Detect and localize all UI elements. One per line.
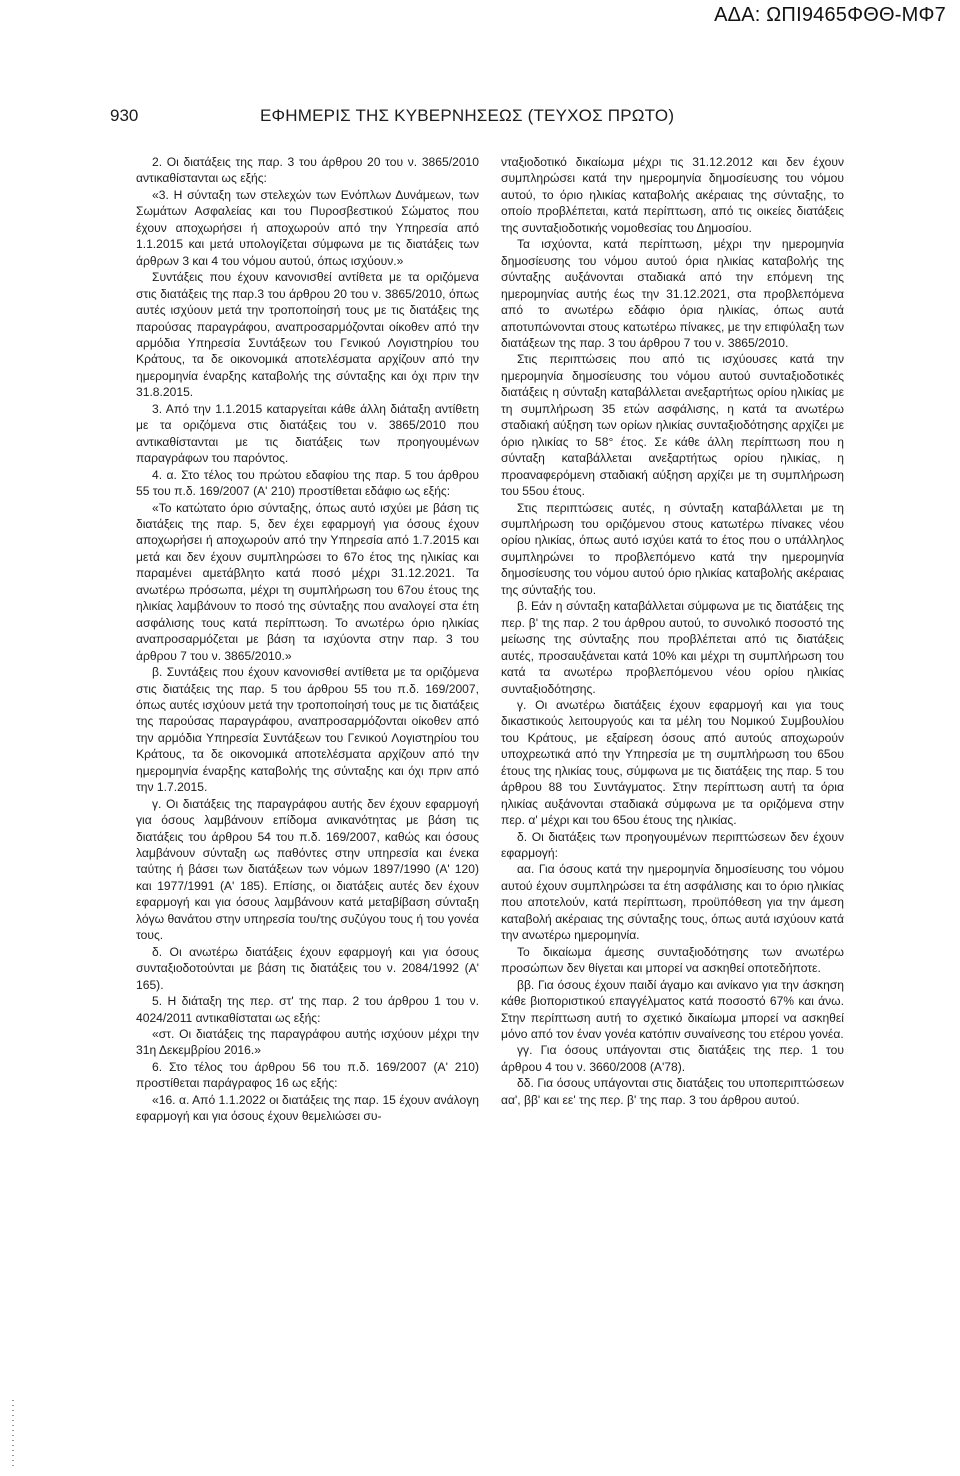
paragraph: 5. Η διάταξη της περ. στ' της παρ. 2 του άρθρου 1 του ν. 4024/2011 αντικαθίσταται ως εξής: [136,994,479,1025]
right-column [501,154,844,1125]
paragraph: «στ. Οι διατάξεις της παραγράφου αυτής ισχύουν μέχρι την 31η Δεκεμβρίου 2016.» [136,1027,479,1058]
paragraph: 6. Στο τέλος του άρθρου 56 του π.δ. 169/2007 (Α' 210) προστίθεται παράγραφος 16 ως εξής: [136,1059,479,1091]
paragraph: δ. Οι ανωτέρω διατάξεις έχουν εφαρμογή και για όσους συνταξιοδοτούνται με βάση τις διατάξεις του ν. 2084/1992 (Α' 165). [136,944,479,992]
paragraph: νταξιοδοτικό δικαίωμα μέχρι τις 31.12.2012 και δεν έχουν συμπληρώσει κατά την ημερομηνία δημοσίευσης του νόμου αυτού, το όριο ηλικίας καταβολής ακέραιας της σύνταξης, το οποίο προβλέπεται, κατά περίπτωση, από τις οικείες διατάξεις της συνταξιοδοτικής νομοθεσίας του Δημοσίου. [501,155,844,235]
paragraph: 2. Οι διατάξεις της παρ. 3 του άρθρου 20 του ν. 3865/2010 αντικαθίστανται ως εξής: [136,155,479,186]
paragraph: Συντάξεις που έχουν κανονισθεί αντίθετα με τα οριζόμενα στις διατάξεις της παρ.3 του άρθρου 20 του ν. 3865/2010, όπως αυτές ισχύουν μετά την τροποποίησή τους με τις διατάξεις της παρούσας παραγράφου, αναπροσαρμόζονται οίκοθεν από την αρμόδια Υπηρεσία Συντάξεων του Γενικού Λογιστηρίου του Κράτους, τα δε οικονομικά αποτελέσματα αρχίζουν από την ημερομηνία έναρξης καταβολής της σύνταξης και όχι πριν την 31.8.2015. [136,270,479,400]
paragraph: δδ. Για όσους υπάγονται στις διατάξεις του υποπεριπτώσεων αα', ββ' και εε' της περ. β' της παρ. 3 του άρθρου αυτού. [501,1076,844,1107]
paragraph: Το δικαίωμα άμεσης συνταξιοδότησης των ανωτέρω προσώπων δεν θίγεται και μπορεί να ασκηθεί οποτεδήποτε. [501,944,844,976]
body-columns [136,154,844,1125]
paragraph: γ. Οι ανωτέρω διατάξεις έχουν εφαρμογή και για τους δικαστικούς λειτουργούς και τα μέλη του Νομικού Συμβουλίου του Κράτους, με εξαίρεση όσους από αυτούς αποχωρούν υποχρεωτικά από την Υπηρεσία με τη συμπλήρωση του 65ου έτους της ηλικίας τους, σύμφωνα με τις διατάξεις της παρ. 5 του άρθρου 88 του Συντάγματος. Στην περίπτωση αυτή τα όρια ηλικίας αυξάνονται σταδιακά σύμφωνα με τα οριζόμενα στην περ. α' μέχρι και του 65ου έτους της ηλικίας. [501,697,844,828]
paragraph: 4. α. Στο τέλος του πρώτου εδαφίου της παρ. 5 του άρθρου 55 του π.δ. 169/2007 (Α' 210) προστίθεται εδάφιο ως εξής: [136,467,479,499]
left-column [136,154,479,1125]
paragraph: Στις περιπτώσεις που από τις ισχύουσες κατά την ημερομηνία δημοσίευσης του νόμου αυτού συνταξιοδοτικές διατάξεις η σύνταξη καταβάλλεται ανεξαρτήτως ορίου ηλικίας με τη συμπλήρωση 35 ετών ασφάλισης, η κατά τα ανωτέρω σταδιακή αύξηση των ορίων ηλικίας συνταξιοδότησης αρχίζει με όριο ηλικίας το 58° έτος. Σε κάθε άλλη περίπτωση που η σύνταξη καταβάλλεται ανεξαρτήτως ορίου ηλικίας, η προαναφερόμενη σταδιακή αύξηση αρχίζει με τη συμπλήρωση του 55ου έτους. [501,352,844,499]
scan-margin-marks [12,1400,14,1470]
paragraph: «Το κατώτατο όριο σύνταξης, όπως αυτό ισχύει με βάση τις διατάξεις της παρ. 5, δεν έχει εφαρμογή για όσους έχουν αποχωρήσει ή αποχωρούν από την Υπηρεσία από 1.7.2015 και μετά και δεν έχουν συμπληρώσει το 67ο έτος της ηλικίας και παραμένει αμετάβλητο κατά ποσό μέχρι 31.12.2021. Τα ανωτέρω πρόσωπα, μέχρι τη συμπλήρωση του 67ου έτους της ηλικίας λαμβάνουν το ποσό της σύνταξης που αναλογεί στα έτη ασφάλισης τους κατά περίπτωση. Το ανωτέρω όριο ηλικίας αναπροσαρμόζεται με βάση τα ισχύοντα στην παρ. 3 του άρθρου 7 του ν. 3865/2010.» [136,500,479,663]
ada-code: ΑΔΑ: ΩΠΙ9465ΦΘΘ-ΜΦ7 [714,4,946,26]
paragraph: αα. Για όσους κατά την ημερομηνία δημοσίευσης του νόμου αυτού έχουν συμπληρώσει τα έτη ασφάλισης και το όριο ηλικίας που αποτελούν, κατά περίπτωση, προϋπόθεση για την άμεση καταβολή ακέραιας της σύνταξης τους, όπως αυτά ισχύουν κατά την ανωτέρω ημερομηνία. [501,862,844,943]
paragraph: Στις περιπτώσεις αυτές, η σύνταξη καταβάλλεται με τη συμπλήρωση του οριζόμενου στους κατωτέρω πίνακες νέου ορίου ηλικίας, όπως αυτό ισχύει κατά το έτος που ο υπάλληλος συμπληρώνει το προβλεπόμενο κατά την ημερομηνία δημοσίευσης του νόμου αυτού όριο ηλικίας καταβολής ακέραιας της σύνταξής του. [501,500,844,597]
paragraph: δ. Οι διατάξεις των προηγουμένων περιπτώσεων δεν έχουν εφαρμογή: [501,829,844,861]
paragraph: γγ. Για όσους υπάγονται στις διατάξεις της περ. 1 του άρθρου 4 του ν. 3660/2008 (Α'78). [501,1043,844,1074]
paragraph: β. Εάν η σύνταξη καταβάλλεται σύμφωνα με τις διατάξεις της περ. β' της παρ. 2 του άρθρου αυτού, το συνολικό ποσοστό της μείωσης της σύνταξης που προβλέπεται από τις διατάξεις αυτές, προσαυξάνεται κατά 10% και μέχρι τη συμπλήρωση του κατά τα ανωτέρω προβλεπόμενου νέου ορίου ηλικίας συνταξιοδότησης. [501,599,844,696]
gazette-title: ΕΦΗΜΕΡΙΣ ΤΗΣ ΚΥΒΕΡΝΗΣΕΩΣ (ΤΕΥΧΟΣ ΠΡΩΤΟ) [260,106,675,125]
paragraph: γ. Οι διατάξεις της παραγράφου αυτής δεν έχουν εφαρμογή για όσους λαμβάνουν επίδομα ανικανότητας με βάση τις διατάξεις του άρθρου 54 του π.δ. 169/2007, καθώς και όσους λαμβάνουν σύνταξη ως παθόντες στην υπηρεσία και ένεκα ταύτης ή βάσει των διατάξεων των νόμων 1897/1990 (Α' 120) και 1977/1991 (Α' 185). Επίσης, οι διατάξεις αυτές δεν έχουν εφαρμογή και για όσους λαμβάνουν κατά μεταβίβαση σύνταξη λόγω θανάτου στην υπηρεσία του/της συζύγου τους ή του γονέα τους. [136,796,479,943]
paragraph: «16. α. Από 1.1.2022 οι διατάξεις της παρ. 15 έχουν ανάλογη εφαρμογή και για όσους έχουν θεμελιώσει συ- [136,1092,479,1124]
page-header [110,106,860,130]
paragraph: ββ. Για όσους έχουν παιδί άγαμο και ανίκανο για την άσκηση κάθε βιοποριστικού επαγγέλματος κατά ποσοστό 67% και άνω. Στην περίπτωση αυτή το σχετικό δικαίωμα μπορεί να ασκηθεί μόνο από τον έναν γονέα κατόπιν συναίνεσης του ετέρου γονέα. [501,977,844,1042]
paragraph: β. Συντάξεις που έχουν κανονισθεί αντίθετα με τα οριζόμενα στις διατάξεις της παρ. 5 του άρθρου 55 του π.δ. 169/2007, όπως αυτές ισχύουν μετά την τροποποίησή τους με τις διατάξεις της παρούσας παραγράφου, αναπροσαρμόζονται οίκοθεν από την αρμόδια Υπηρεσία Συντάξεων του Γενικού Λογιστηρίου του Κράτους, τα δε οικονομικά αποτελέσματα αρχίζουν από την ημερομηνία έναρξης καταβολής της σύνταξης και όχι πριν από την 1.7.2015. [136,665,479,795]
paragraph: 3. Από την 1.1.2015 καταργείται κάθε άλλη διάταξη αντίθετη με τα οριζόμενα στις διατάξεις του ν. 3865/2010 που αντικαθίστανται με τις διατάξεις των προηγουμένων παραγράφων του παρόντος. [136,401,479,466]
paragraph: Τα ισχύοντα, κατά περίπτωση, μέχρι την ημερομηνία δημοσίευσης του νόμου αυτού όρια ηλικίας καταβολής της σύνταξης αυξάνονται σταδιακά από την επόμενη της ημερομηνίας αυτής έως την 31.12.2021, στα προβλεπόμενα από το ανωτέρω εδάφιο όρια ηλικίας, όπως αυτά αποτυπώνονται στους κατωτέρω πίνακες, με την επιφύλαξη των διατάξεων της παρ. 3 του άρθρου 7 του ν. 3865/2010. [501,237,844,350]
page-number: 930 [110,106,139,125]
paragraph: «3. Η σύνταξη των στελεχών των Ενόπλων Δυνάμεων, των Σωμάτων Ασφαλείας και του Πυροσβεστικού Σώματος που έχουν αποχωρήσει ή αποχωρούν από την Υπηρεσία από 1.1.2015 και μετά υπολογίζεται σύμφωνα με τις διατάξεις των άρθρων 3 και 4 του νόμου αυτού, όπως ισχύουν.» [136,187,479,268]
